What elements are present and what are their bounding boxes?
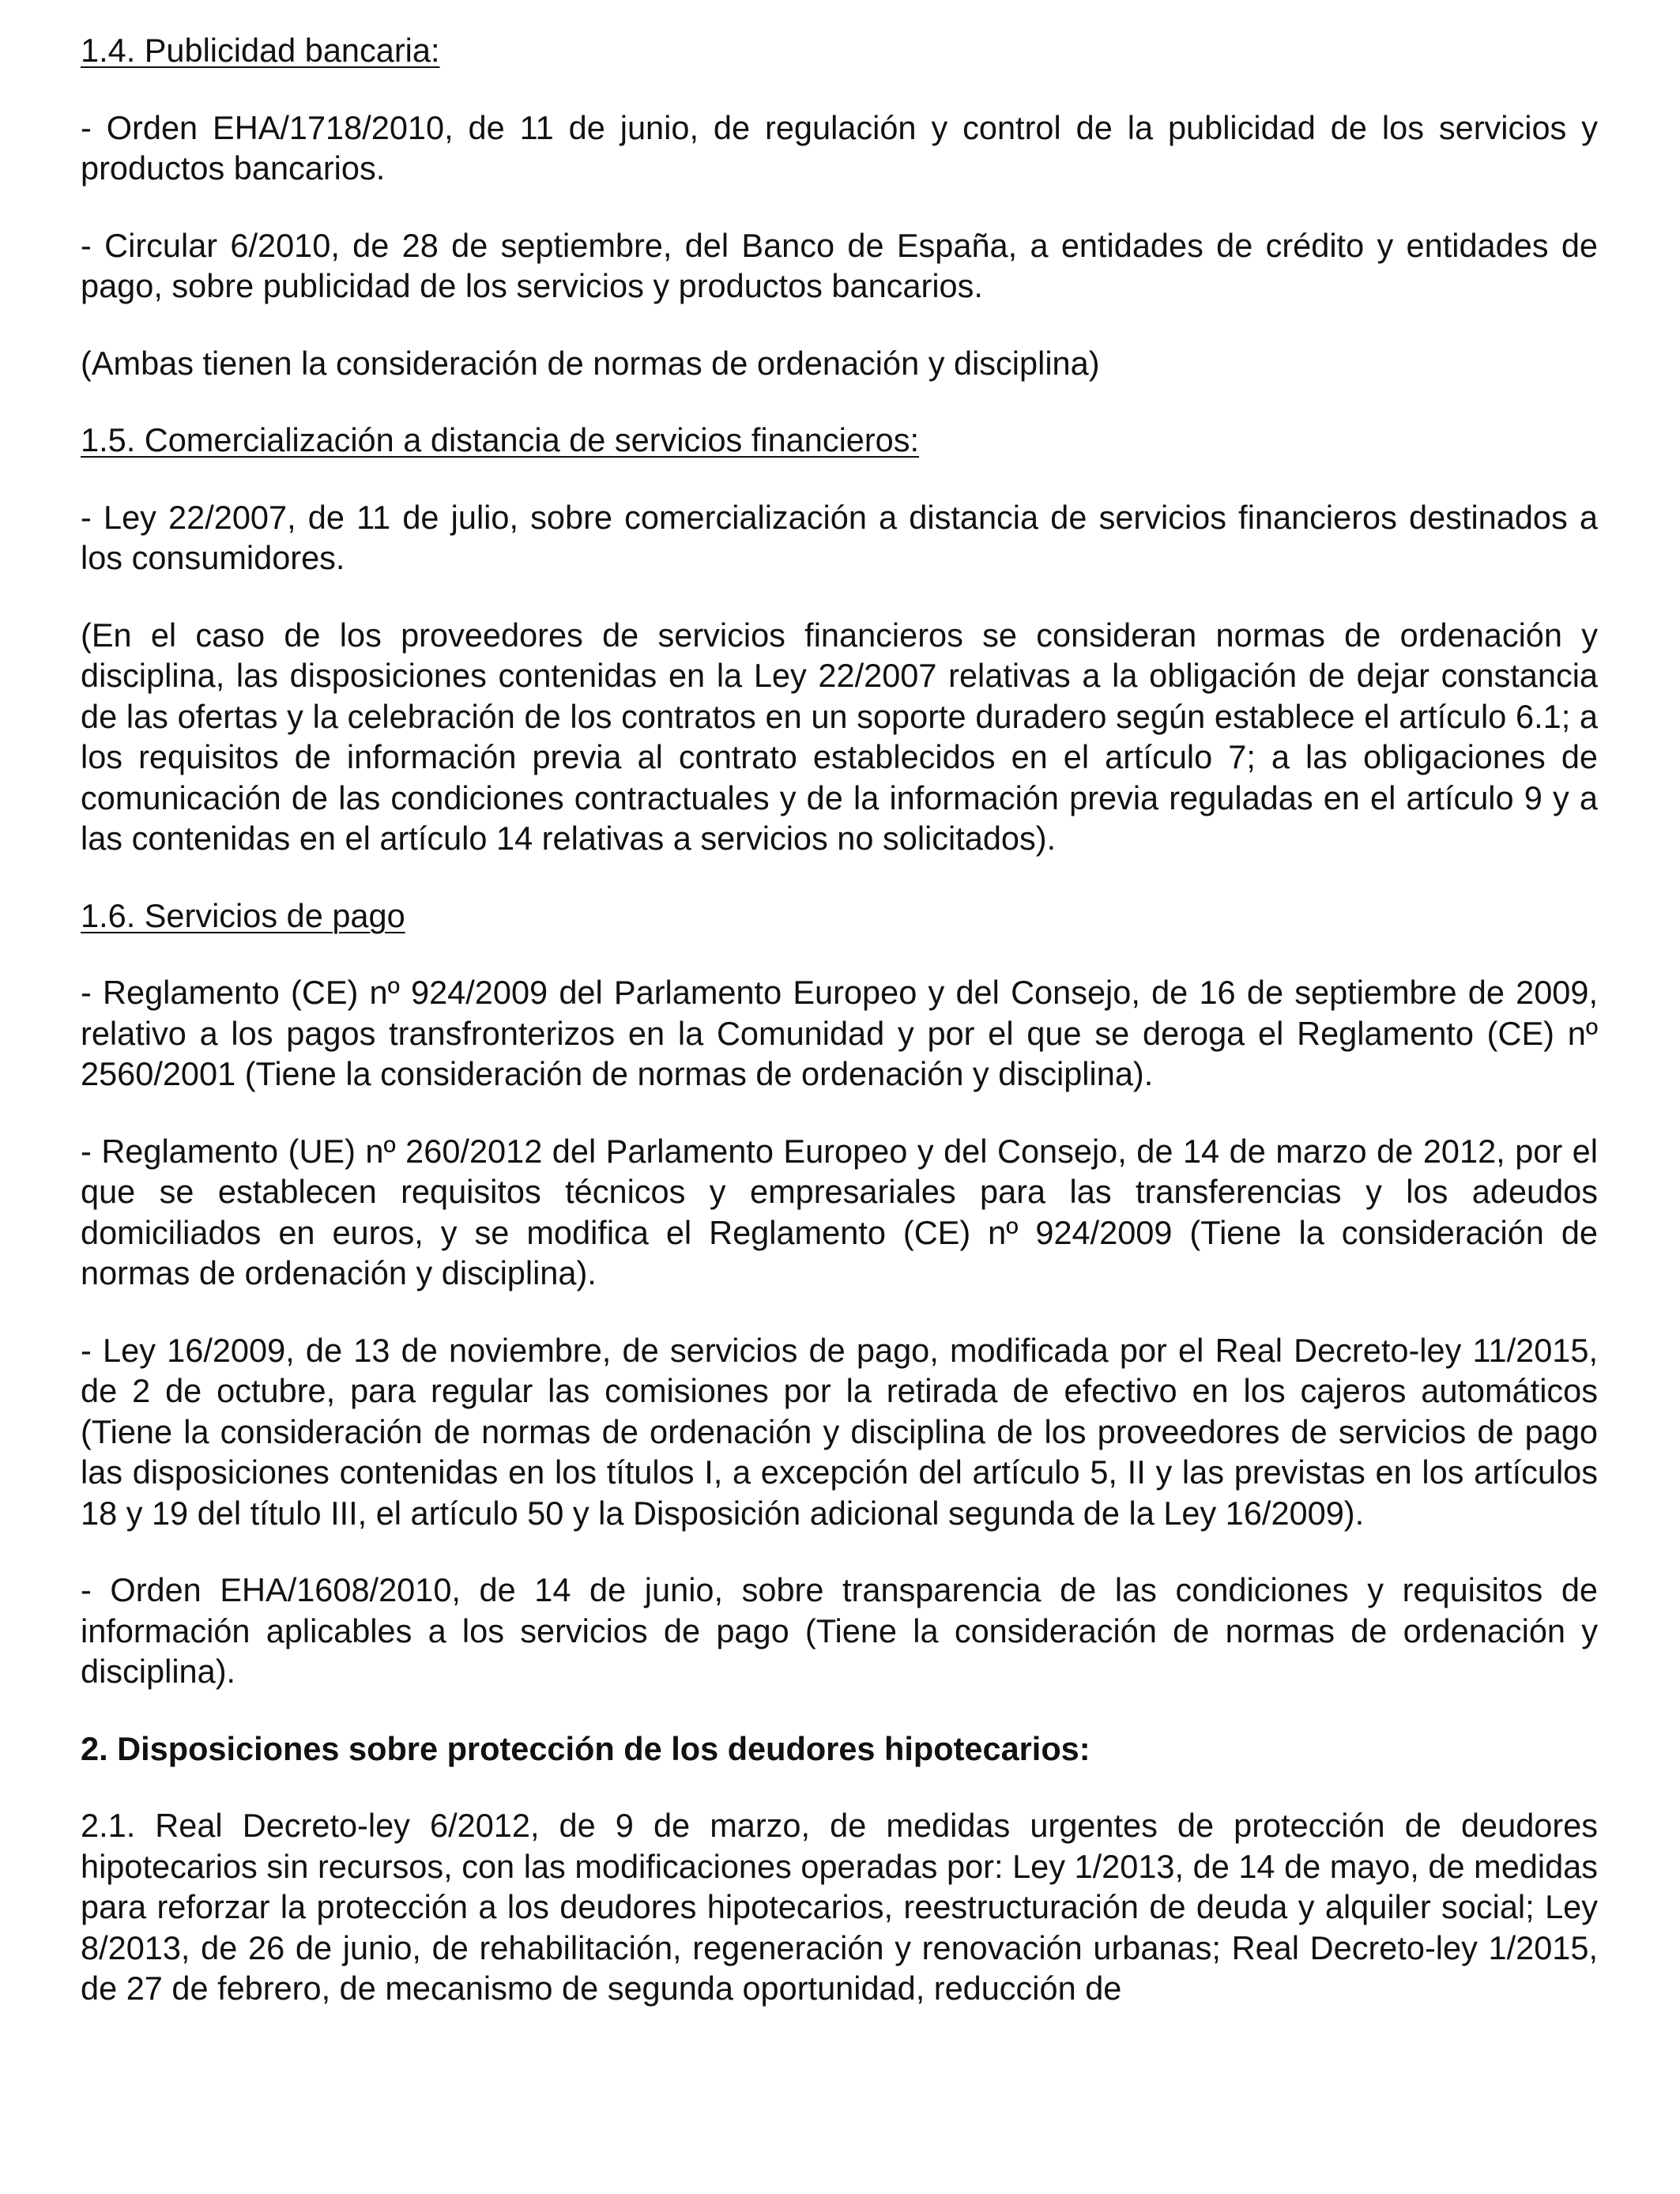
document-page (81, 30, 1598, 2045)
section-heading-1-5: 1.5. Comercialización a distancia de servicios financieros: (81, 421, 920, 458)
paragraph-ley-16-2009: - Ley 16/2009, de 13 de noviembre, de servicios de pago, modificada por el Real Decreto-ley 11/2015, de 2 de octubre, para regular las comisiones por la retirada de efectivo en los cajeros automáticos (Tiene la consideración de normas de ordenación y disciplina de los proveedores de servicios de pago las disposiciones contenidas en los títulos I, a excepción del artículo 5, II y las previstas en los artículos 18 y 19 del título III, el artículo 50 y la Disposición adicional segunda de la Ley 16/2009). (81, 1331, 1598, 1532)
paragraph-reglamento-260-2012: - Reglamento (UE) nº 260/2012 del Parlamento Europeo y del Consejo, de 14 de marzo de 2012, por el que se establecen requisitos técnicos y empresariales para las transferencias y los adeudos domiciliados en euros, y se modifica el Reglamento (CE) nº 924/2009 (Tiene la consideración de normas de ordenación y disciplina). (81, 1132, 1598, 1291)
paragraph-rdl-6-2012: 2.1. Real Decreto-ley 6/2012, de 9 de marzo, de medidas urgentes de protección de deudores hipotecarios sin recursos, con las modificaciones operadas por: Ley 1/2013, de 14 de mayo, de medidas para reforzar la protección a los deudores hipotecarios, reestructuración de deuda y alquiler social; Ley 8/2013, de 26 de junio, de rehabilitación, regeneración y renovación urbanas; Real Decreto-ley 1/2015, de 27 de febrero, de mecanismo de segunda oportunidad, reducción de (81, 1807, 1598, 2007)
paragraph-orden-eha-1608: - Orden EHA/1608/2010, de 14 de junio, sobre transparencia de las condiciones y requisitos de información aplicables a los servicios de pago (Tiene la consideración de normas de ordenación y disciplina). (81, 1571, 1598, 1690)
paragraph-orden-eha-1718: - Orden EHA/1718/2010, de 11 de junio, de regulación y control de la publicidad de los servicios y productos bancarios. (81, 108, 1598, 187)
paragraph-reglamento-924-2009: - Reglamento (CE) nº 924/2009 del Parlamento Europeo y del Consejo, de 16 de septiembre de 2009, relativo a los pagos transfronterizos en la Comunidad y por el que se deroga el Reglamento (CE) nº 2560/2001 (Tiene la consideración de normas de ordenación y disciplina). (81, 974, 1598, 1092)
paragraph-ley-22-2007: - Ley 22/2007, de 11 de julio, sobre comercialización a distancia de servicios financieros destinados a los consumidores. (81, 498, 1598, 576)
paragraph-ambas-note: (Ambas tienen la consideración de normas de ordenación y disciplina) (81, 344, 1100, 382)
paragraph-proveedores-note: (En el caso de los proveedores de servicios financieros se consideran normas de ordenación y disciplina, las disposiciones contenidas en la Ley 22/2007 relativas a la obligación de dejar constancia de las ofertas y la celebración de los contratos en un soporte duradero según establece el artículo 6.1; a los requisitos de información previa al contrato establecidos en el artículo 7; a las obligaciones de comunicación de las condiciones contractuales y de la información previa reguladas en el artículo 9 y a las contenidas en el artículo 14 relativas a servicios no solicitados). (81, 616, 1598, 857)
section-heading-1-6: 1.6. Servicios de pago (81, 896, 405, 934)
section-heading-2: 2. Disposiciones sobre protección de los deudores hipotecarios: (81, 1729, 1090, 1767)
section-heading-1-4: 1.4. Publicidad bancaria: (81, 32, 440, 69)
paragraph-circular-6-2010: - Circular 6/2010, de 28 de septiembre, del Banco de España, a entidades de crédito y entidades de pago, sobre publicidad de los servicios y productos bancarios. (81, 226, 1598, 304)
